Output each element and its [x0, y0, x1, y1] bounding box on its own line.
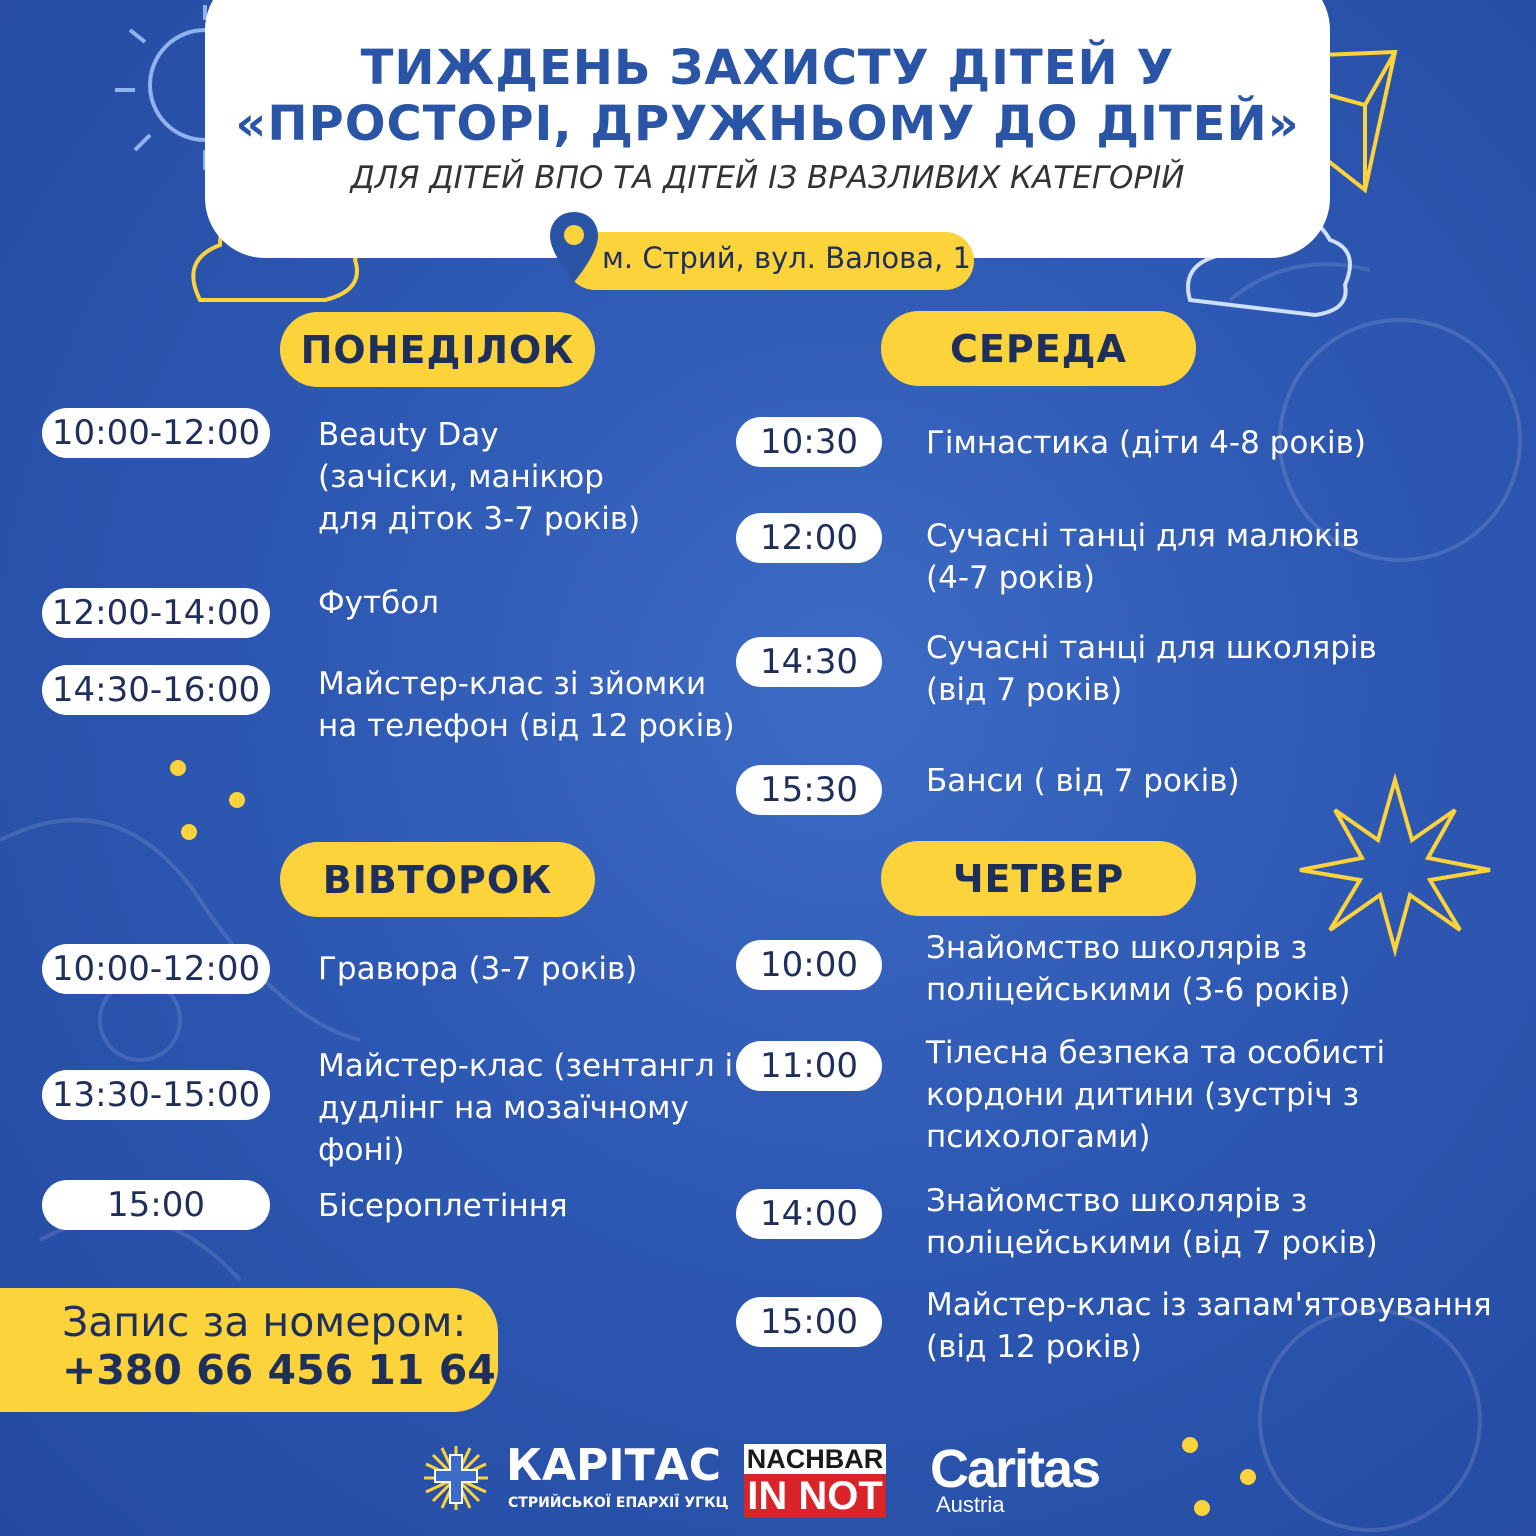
star-icon	[1300, 780, 1490, 950]
subtitle: ДЛЯ ДІТЕЙ ВПО ТА ДІТЕЙ ІЗ ВРАЗЛИВИХ КАТЕГОРІЙ	[350, 160, 1185, 196]
karitas-logo	[420, 1440, 729, 1520]
title-line-2: «ПРОСТОРІ, ДРУЖНЬОМУ ДО ДІТЕЙ»	[235, 96, 1300, 152]
activity-text: Банси ( від 7 років)	[926, 763, 1240, 799]
time-pill: 10:00-12:00	[42, 944, 270, 994]
cross-icon	[420, 1442, 492, 1514]
activity-text: Бісероплетіння	[318, 1188, 568, 1224]
location-pin-icon	[548, 210, 600, 284]
nachbar-bottom-text: IN NOT	[744, 1474, 886, 1518]
caritas-austria-logo	[930, 1440, 1130, 1520]
day-monday: ПОНЕДІЛОК	[280, 312, 595, 387]
day-thursday: ЧЕТВЕР	[881, 841, 1196, 916]
location-text: м. Стрий, вул. Валова, 1	[602, 241, 971, 275]
time-pill: 10:00	[736, 940, 882, 990]
time-pill: 14:00	[736, 1189, 882, 1239]
title-line-1: ТИЖДЕНЬ ЗАХИСТУ ДІТЕЙ У	[360, 40, 1175, 96]
time-pill: 15:00	[42, 1180, 270, 1230]
nachbar-top-text: NACHBAR	[744, 1444, 886, 1474]
activity-text: Майстер-клас (зентангл і дудлінг на мозаїчному фоні)	[318, 1048, 734, 1168]
caritas-name: Caritas	[930, 1439, 1100, 1499]
karitas-name: КАРІТАС	[506, 1440, 721, 1491]
activity-text: Beauty Day (зачіски, манікюр для діток 3-7 років)	[318, 417, 641, 537]
day-wednesday: СЕРЕДА	[881, 311, 1196, 386]
time-pill: 13:30-15:00	[42, 1070, 270, 1120]
karitas-subtitle: СТРИЙСЬКОЇ ЕПАРХІЇ УГКЦ	[508, 1495, 729, 1511]
location-badge	[566, 232, 974, 290]
activity-text: Сучасні танці для школярів (від 7 років)	[926, 630, 1377, 708]
caritas-subtitle: Austria	[936, 1492, 1005, 1517]
activity-text: Футбол	[318, 585, 439, 621]
time-pill: 15:30	[736, 765, 882, 815]
activity-text: Сучасні танці для малюків (4-7 років)	[926, 518, 1360, 596]
time-pill: 15:00	[736, 1297, 882, 1347]
activity-text: Знайомство школярів з поліцейськими (3-6 років)	[926, 930, 1351, 1008]
activity-text: Майстер-клас із запам'ятовування (від 12 років)	[926, 1287, 1492, 1365]
time-pill: 12:00	[736, 513, 882, 563]
time-pill: 14:30	[736, 637, 882, 687]
day-tuesday: ВІВТОРОК	[280, 842, 595, 917]
activity-text: Майстер-клас зі зйомки на телефон (від 12 років)	[318, 666, 735, 744]
time-pill: 14:30-16:00	[42, 665, 270, 715]
contact-label: Запис за номером:	[62, 1298, 467, 1346]
time-pill: 10:30	[736, 417, 882, 467]
nachbar-in-not-logo	[744, 1444, 886, 1518]
activity-text: Гімнастика (діти 4-8 років)	[926, 425, 1367, 461]
activity-text: Знайомство школярів з поліцейськими (від 7 років)	[926, 1183, 1378, 1261]
phone-number: +380 66 456 11 64	[62, 1346, 496, 1394]
contact-box	[0, 1288, 498, 1412]
time-pill: 10:00-12:00	[42, 408, 270, 458]
time-pill: 11:00	[736, 1041, 882, 1091]
time-pill: 12:00-14:00	[42, 588, 270, 638]
activity-text: Тілесна безпека та особисті кордони дитини (зустріч з психологами)	[926, 1035, 1386, 1155]
activity-text: Гравюра (3-7 років)	[318, 951, 638, 987]
